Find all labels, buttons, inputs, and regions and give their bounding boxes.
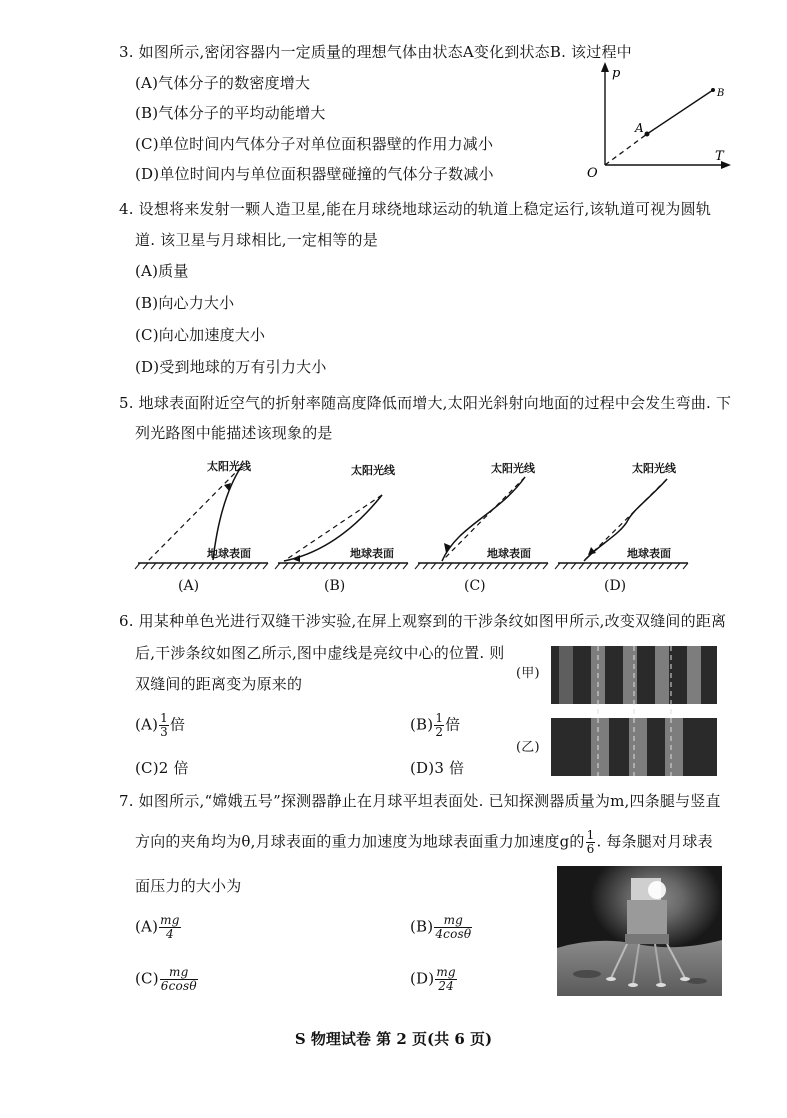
q4-option-c: (C)向心加速度大小: [135, 326, 266, 344]
point-a-dot: [645, 132, 650, 137]
y-axis-label: p: [612, 66, 621, 81]
x-axis-label: T: [715, 149, 724, 164]
q5-a-sun-label: 太阳光线: [207, 460, 251, 473]
q4-option-a: (A)质量: [135, 262, 189, 280]
label-jia: (甲): [516, 666, 540, 681]
q4-option-d: (D)受到地球的万有引力大小: [135, 358, 327, 376]
q7-line3: 面压力的大小为: [135, 877, 242, 895]
q6-option-d: (D)3 倍: [410, 759, 465, 777]
q4-line2: 道. 该卫星与月球相比,一定相等的是: [135, 231, 378, 249]
point-b-label: B: [717, 88, 725, 99]
q7-option-b: (B) $\frac{mg}{4\cos\theta}$: [410, 913, 472, 941]
q3-option-b: (B)气体分子的平均动能增大: [135, 104, 326, 122]
label-yi: (乙): [516, 740, 540, 755]
q7-option-c: (C) $\frac{mg}{6\cos\theta}$: [135, 965, 197, 993]
q5-figure-a: [138, 455, 273, 570]
q5-a-ground-label: 地球表面: [207, 547, 251, 560]
q4-line1: 4. 设想将来发射一颗人造卫星,能在月球绕地球运动的轨道上稳定运行,该轨道可视为圆轨: [119, 200, 712, 218]
origin-label: O: [587, 166, 598, 181]
q5-line2: 列光路图中能描述该现象的是: [135, 424, 333, 442]
q6-option-b: (B) $\frac{1}{2}$ 倍: [410, 711, 461, 739]
page-footer: S 物理试卷 第 2 页(共 6 页): [294, 1030, 493, 1048]
q4-option-b: (B)向心力大小: [135, 294, 235, 312]
q3-option-c: (C)单位时间内气体分子对单位面积器壁的作用力减小: [135, 135, 494, 153]
q6-option-c: (C)2 倍: [135, 759, 189, 777]
q5-line1: 5. 地球表面附近空气的折射率随高度降低而增大,太阳光斜射向地面的过程中会发生弯曲. 下: [119, 394, 732, 412]
q5-d-sun-label: 太阳光线: [632, 462, 676, 475]
q5-c-ground-label: 地球表面: [487, 547, 531, 560]
q3-option-a: (A)气体分子的数密度增大: [135, 74, 311, 92]
q7-option-d: (D) $\frac{mg}{24}$: [410, 965, 456, 993]
ray-arrow: [292, 555, 300, 562]
q3-option-d: (D)单位时间内与单位面积器壁碰撞的气体分子数减小: [135, 165, 494, 183]
q5-c-sun-label: 太阳光线: [491, 462, 535, 475]
q5-b-ground-label: 地球表面: [350, 547, 394, 560]
point-a-label: A: [635, 121, 644, 135]
q7-line1: 7. 如图所示,“嫦娥五号”探测器静止在月球平坦表面处. 已知探测器质量为m,四条腿与竖直: [119, 792, 721, 810]
q7-line2: 方向的夹角均为θ,月球表面的重力加速度为地球表面重力加速度g的 $\frac{1}{6}$ . 每条腿对月球表: [135, 828, 713, 856]
q5-c-caption: (C): [464, 578, 486, 594]
dashed-extension: [605, 134, 647, 165]
q5-d-ground-label: 地球表面: [627, 547, 671, 560]
q6-line3: 双缝间的距离变为原来的: [135, 675, 303, 693]
fringe-center-dashes: [551, 646, 717, 776]
q6-line2: 后,干涉条纹如图乙所示,图中虚线是亮纹中心的位置. 则: [135, 644, 505, 662]
lunar-lander-photo: [557, 866, 722, 996]
q5-b-caption: (B): [324, 578, 346, 594]
y-axis-arrow: [601, 62, 609, 72]
process-line: [647, 90, 713, 134]
q5-d-caption: (D): [604, 578, 627, 594]
q6-option-a: (A) $\frac{1}{3}$ 倍: [135, 711, 186, 739]
q3-p-t-graph: [585, 60, 735, 185]
q5-a-caption: (A): [178, 578, 200, 594]
q6-line1: 6. 用某种单色光进行双缝干涉实验,在屏上观察到的干涉条纹如图甲所示,改变双缝间的距离: [119, 612, 727, 630]
q3-stem: 3. 如图所示,密闭容器内一定质量的理想气体由状态A变化到状态B. 该过程中: [119, 43, 632, 61]
q5-b-sun-label: 太阳光线: [351, 464, 395, 477]
q7-option-a: (A) $\frac{mg}{4}$: [135, 913, 180, 941]
point-b-dot: [711, 88, 715, 92]
